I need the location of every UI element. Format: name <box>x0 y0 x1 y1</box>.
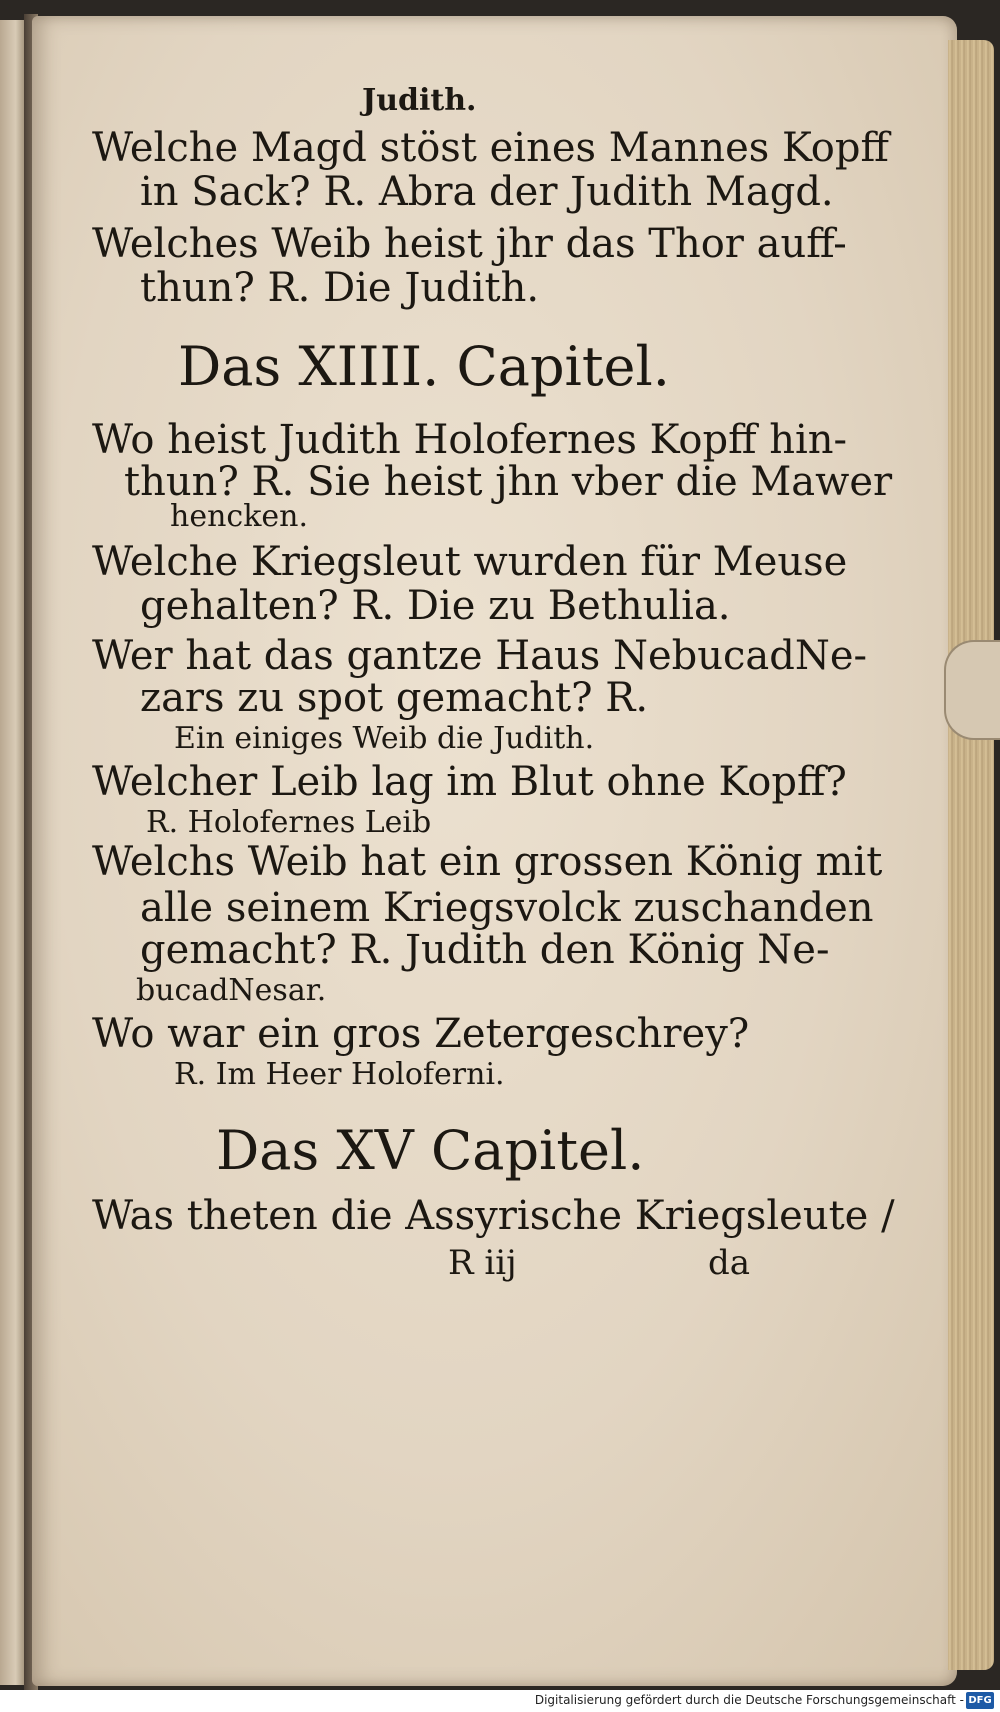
text-line: in Sack? R. Abra der Judith Magd. <box>140 169 834 215</box>
text-line: R. Im Heer Holoferni. <box>174 1057 505 1092</box>
running-head: Judith. <box>362 83 477 118</box>
text-line: gehalten? R. Die zu Bethulia. <box>140 583 731 629</box>
text-line: alle seinem Kriegsvolck zuschanden <box>140 885 874 931</box>
text-line: gemacht? R. Judith den König Ne- <box>140 927 830 973</box>
catchword: da <box>708 1243 751 1283</box>
dfg-logo: DFG <box>966 1692 994 1709</box>
text-line: hencken. <box>170 499 308 534</box>
text-line: Wo heist Judith Holofernes Kopff hin- <box>92 417 848 463</box>
text-line: zars zu spot gemacht? R. <box>140 675 649 721</box>
chapter-heading: Das XIIII. Capitel. <box>178 335 670 398</box>
text-line: Wo war ein gros Zetergeschrey? <box>92 1011 750 1057</box>
adjacent-page-edge <box>0 20 26 1685</box>
text-line: Wer hat das gantze Haus NebucadNe- <box>92 633 868 679</box>
funding-note: Digitalisierung gefördert durch die Deutsche Forschungsgemeinschaft - <box>534 1693 964 1707</box>
text-line: bucadNesar. <box>136 973 327 1008</box>
text-line: Welcher Leib lag im Blut ohne Kopff? <box>92 759 847 805</box>
text-line: Ein einiges Weib die Judith. <box>174 721 595 756</box>
chapter-heading: Das XV Capitel. <box>216 1119 645 1182</box>
clasp-tab <box>944 640 1000 740</box>
text-line: thun? R. Die Judith. <box>140 265 540 311</box>
text-line: R. Holofernes Leib <box>146 805 432 840</box>
page-fore-edge <box>948 40 994 1670</box>
text-line: Was theten die Assyrische Kriegsleute / <box>92 1193 895 1239</box>
text-line: Welchs Weib hat ein grossen König mit <box>92 839 883 885</box>
text-line: Welche Magd stöst eines Mannes Kopff <box>92 125 889 171</box>
text-line: Welche Kriegsleut wurden für Meuse <box>92 539 848 585</box>
text-line: thun? R. Sie heist jhn vber die Mawer <box>124 459 893 505</box>
signature-mark: R iij <box>448 1243 517 1283</box>
text-line: Welches Weib heist jhr das Thor auff- <box>92 221 847 267</box>
